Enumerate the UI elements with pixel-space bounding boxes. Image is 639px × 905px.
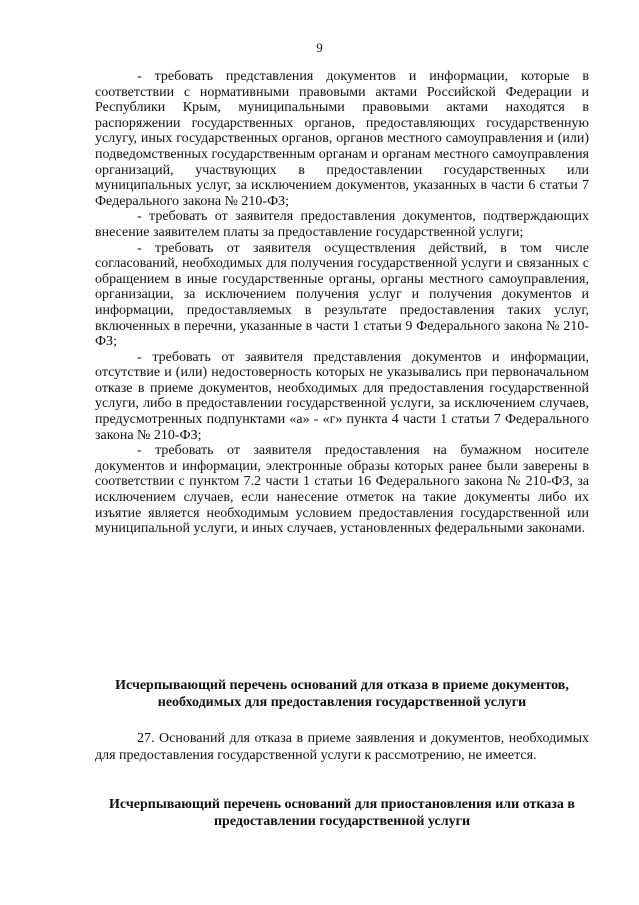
- section-heading: Исчерпывающий перечень оснований для приостановления или отказа в предоставлении государственной услуги: [109, 797, 575, 829]
- paragraph: - требовать от заявителя предоставления на бумажном носителе документов и информации, электронные образы которых ранее были заверены в соответствии с пунктом 7.2 части 1 статьи 16 Федерального закона № 210-ФЗ, за исключением случаев, если нанесение отметок на такие документы либо их изъятие является необходимым условием предоставления государственной или муниципальной услуги, и иных случаев, установленных федеральными законами.: [95, 443, 589, 537]
- page-number: 9: [316, 40, 323, 55]
- paragraph: - требовать представления документов и информации, которые в соответствии с нормативными правовыми актами Российской Федерации и Республики Крым, муниципальными правовыми актами находятся в распоряжении государственных органов, предоставляющих государственную услугу, иных государственных органов, органов местного самоуправления и (или) подведомственных государственным органам и органам местного самоуправления организаций, участвующих в предоставлении государственных или муниципальных услуг, за исключением документов, указанных в части 6 статьи 7 Федерального закона № 210-ФЗ;: [95, 69, 589, 209]
- paragraph: - требовать от заявителя предоставления документов, подтверждающих внесение заявителем платы за предоставление государственной услуги;: [95, 209, 589, 240]
- paragraph: - требовать от заявителя осуществления действий, в том числе согласований, необходимых для получения государственной услуги и связанных с обращением в иные государственные органы, органы местного самоуправления, организации, за исключением получения услуг и получения документов и информации, предоставляемых в результате предоставления таких услуг, включенных в перечни, указанные в части 1 статьи 9 Федерального закона № 210-ФЗ;: [95, 240, 589, 350]
- paragraph-27: 27. Оснований для отказа в приеме заявления и документов, необходимых для предоставления государственной услуги к рассмотрению, не имеется.: [95, 731, 589, 763]
- section-heading: Исчерпывающий перечень оснований для отказа в приеме документов, необходимых для предоставления государственной услуги: [115, 678, 569, 710]
- requirements-list: [95, 69, 589, 537]
- paragraph: - требовать от заявителя представления документов и информации, отсутствие и (или) недостоверность которых не указывались при первоначальном отказе в приеме документов, необходимых для предоставления государственной услуги, либо в предоставлении государственной услуги, за исключением случаев, предусмотренных подпунктами «а» - «г» пункта 4 части 1 статьи 7 Федерального закона № 210-ФЗ;: [95, 349, 589, 443]
